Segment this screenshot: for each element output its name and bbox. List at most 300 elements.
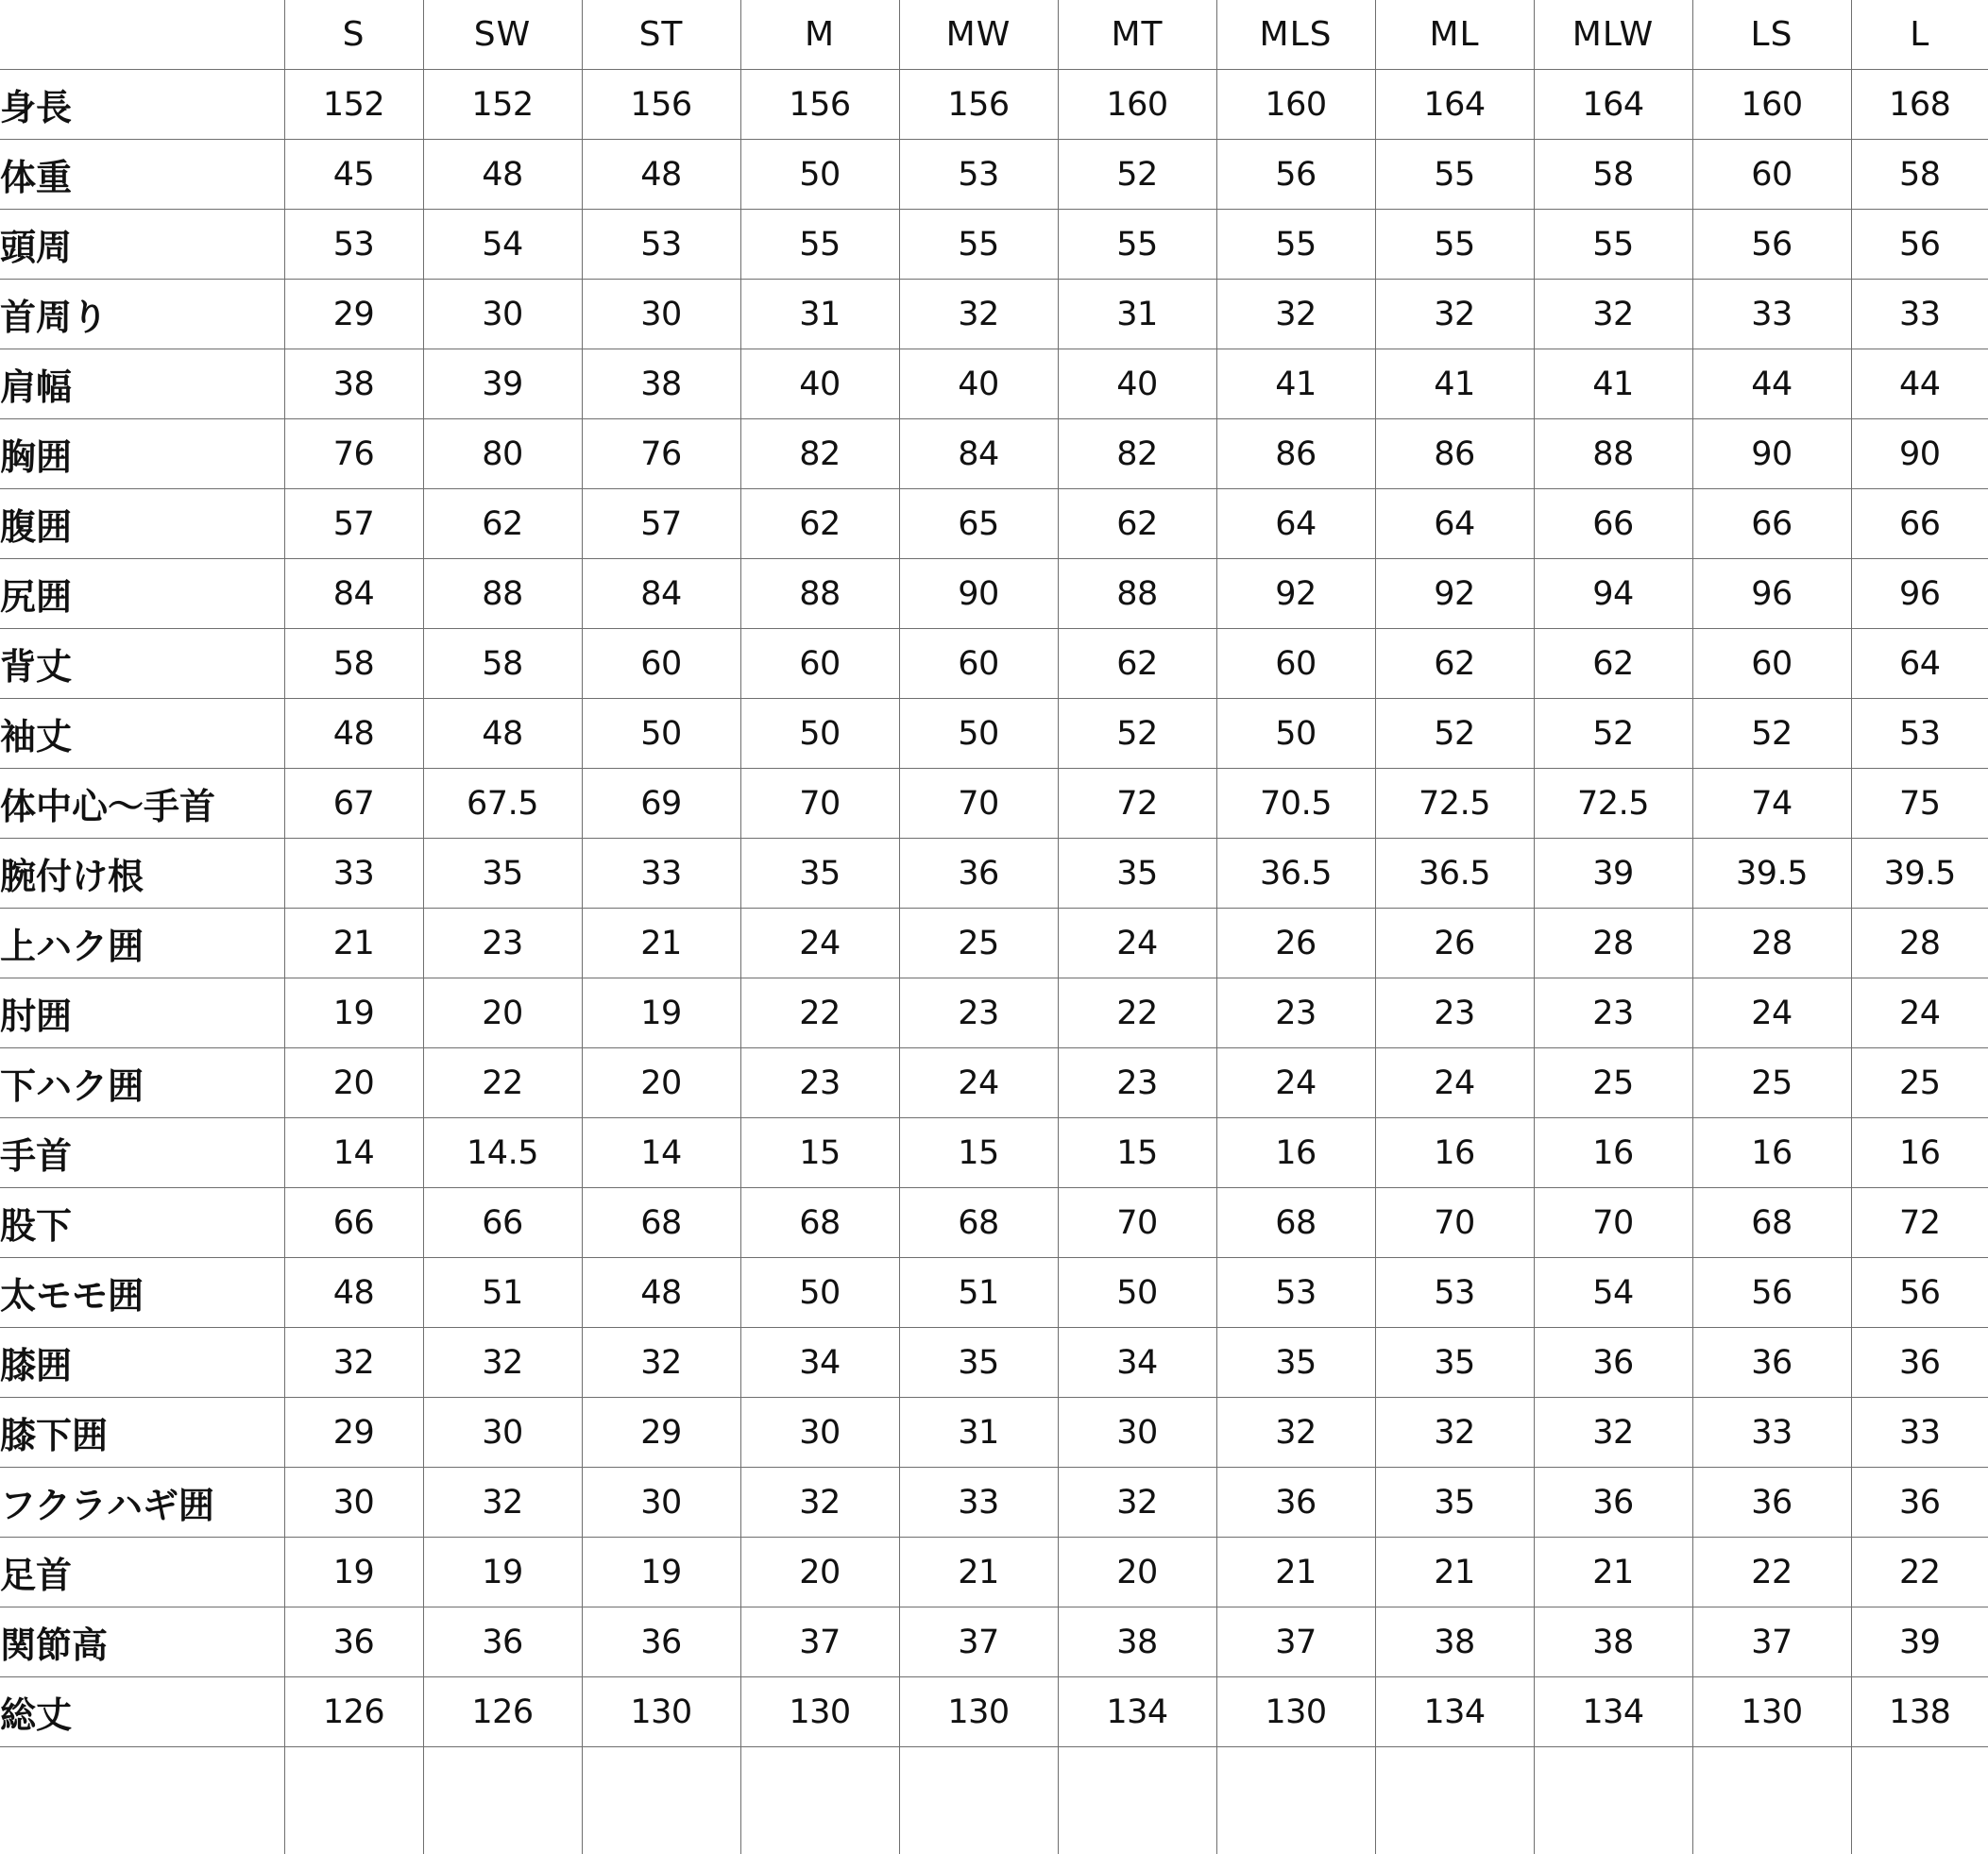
measurement-cell: 60 [582,629,740,699]
measurement-cell: 164 [1375,70,1534,140]
measurement-cell: 33 [582,839,740,909]
row-label: 足首 [0,1538,284,1607]
measurement-cell: 32 [582,1328,740,1398]
measurement-cell: 92 [1216,559,1375,629]
measurement-cell: 160 [1692,70,1851,140]
measurement-cell: 38 [582,349,740,419]
measurement-cell: 37 [740,1607,899,1677]
measurement-cell: 35 [1058,839,1216,909]
measurement-cell: 15 [1058,1118,1216,1188]
measurement-cell: 62 [1534,629,1692,699]
measurement-cell: 23 [1058,1048,1216,1118]
measurement-cell: 31 [899,1398,1058,1468]
measurement-cell: 52 [1058,699,1216,769]
measurement-cell: 156 [899,70,1058,140]
measurement-cell: 66 [423,1188,582,1258]
measurement-cell: 16 [1216,1118,1375,1188]
measurement-cell: 67 [284,769,423,839]
row-label: 関節高 [0,1607,284,1677]
measurement-cell: 50 [899,699,1058,769]
measurement-cell: 35 [1375,1468,1534,1538]
measurement-cell: 57 [582,489,740,559]
measurement-cell: 33 [1692,1398,1851,1468]
measurement-cell: 34 [740,1328,899,1398]
measurement-cell: 29 [284,280,423,349]
measurement-cell: 84 [284,559,423,629]
row-label: 背丈 [0,629,284,699]
measurement-cell: 88 [1058,559,1216,629]
measurement-cell: 32 [423,1468,582,1538]
measurement-cell: 48 [423,140,582,210]
measurement-cell: 126 [423,1677,582,1747]
measurement-cell: 74 [1692,769,1851,839]
measurement-cell: 21 [1216,1538,1375,1607]
measurement-cell: 96 [1692,559,1851,629]
spacer-cell [1058,1747,1216,1854]
measurement-cell: 55 [899,210,1058,280]
measurement-cell: 24 [740,909,899,978]
measurement-cell: 39 [1851,1607,1988,1677]
measurement-cell: 52 [1534,699,1692,769]
spacer-cell [423,1747,582,1854]
measurement-cell: 70 [740,769,899,839]
measurement-cell: 50 [740,140,899,210]
measurement-cell: 53 [1375,1258,1534,1328]
measurement-cell: 94 [1534,559,1692,629]
measurement-cell: 68 [1692,1188,1851,1258]
measurement-cell: 70 [1534,1188,1692,1258]
measurement-cell: 23 [1375,978,1534,1048]
table-row [0,489,1988,559]
measurement-cell: 22 [1851,1538,1988,1607]
measurement-cell: 60 [740,629,899,699]
measurement-cell: 56 [1692,210,1851,280]
row-label: 膝下囲 [0,1398,284,1468]
measurement-cell: 33 [1692,280,1851,349]
measurement-cell: 36 [1692,1468,1851,1538]
measurement-cell: 50 [1058,1258,1216,1328]
measurement-cell: 20 [740,1538,899,1607]
measurement-cell: 56 [1851,210,1988,280]
measurement-cell: 68 [740,1188,899,1258]
measurement-cell: 152 [284,70,423,140]
measurement-cell: 24 [1058,909,1216,978]
measurement-cell: 60 [1692,629,1851,699]
measurement-cell: 88 [423,559,582,629]
measurement-cell: 19 [582,978,740,1048]
measurement-cell: 38 [1058,1607,1216,1677]
measurement-cell: 30 [1058,1398,1216,1468]
measurement-cell: 60 [899,629,1058,699]
row-label: 袖丈 [0,699,284,769]
measurement-cell: 62 [423,489,582,559]
column-header: ST [582,0,740,70]
measurement-cell: 25 [1851,1048,1988,1118]
measurement-cell: 84 [582,559,740,629]
table-row [0,210,1988,280]
measurement-cell: 39 [423,349,582,419]
measurement-cell: 60 [1692,140,1851,210]
measurement-cell: 60 [1216,629,1375,699]
measurement-cell: 31 [1058,280,1216,349]
measurement-cell: 39.5 [1851,839,1988,909]
measurement-cell: 23 [899,978,1058,1048]
table-row [0,699,1988,769]
measurement-cell: 23 [1534,978,1692,1048]
measurement-cell: 33 [284,839,423,909]
measurement-cell: 25 [1692,1048,1851,1118]
measurement-cell: 24 [1851,978,1988,1048]
measurement-cell: 57 [284,489,423,559]
measurement-cell: 48 [582,140,740,210]
measurement-cell: 134 [1375,1677,1534,1747]
measurement-cell: 19 [284,978,423,1048]
row-label: 手首 [0,1118,284,1188]
column-header: MW [899,0,1058,70]
measurement-cell: 66 [1851,489,1988,559]
measurement-cell: 50 [1216,699,1375,769]
measurement-cell: 20 [582,1048,740,1118]
measurement-cell: 35 [1375,1328,1534,1398]
measurement-cell: 55 [1058,210,1216,280]
measurement-cell: 70 [1058,1188,1216,1258]
measurement-cell: 23 [423,909,582,978]
table-body [0,70,1988,1854]
measurement-cell: 64 [1851,629,1988,699]
measurement-cell: 168 [1851,70,1988,140]
measurement-cell: 14 [284,1118,423,1188]
measurement-cell: 24 [1216,1048,1375,1118]
corner-cell [0,0,284,70]
measurement-cell: 50 [740,699,899,769]
measurement-cell: 58 [1851,140,1988,210]
measurement-cell: 48 [582,1258,740,1328]
measurement-cell: 50 [740,1258,899,1328]
measurement-cell: 134 [1058,1677,1216,1747]
measurement-cell: 76 [582,419,740,489]
measurement-cell: 28 [1534,909,1692,978]
measurement-cell: 21 [582,909,740,978]
row-label: 上ハク囲 [0,909,284,978]
measurement-cell: 65 [899,489,1058,559]
measurement-cell: 16 [1375,1118,1534,1188]
measurement-cell: 36 [423,1607,582,1677]
measurement-cell: 53 [284,210,423,280]
spacer-cell [899,1747,1058,1854]
measurement-cell: 32 [740,1468,899,1538]
measurement-cell: 40 [1058,349,1216,419]
measurement-cell: 62 [740,489,899,559]
row-label: 胸囲 [0,419,284,489]
measurement-cell: 152 [423,70,582,140]
spacer-cell [0,1747,284,1854]
row-label: 頭周 [0,210,284,280]
table-tail-spacer [0,1747,1988,1854]
measurement-cell: 90 [1692,419,1851,489]
measurement-cell: 130 [1216,1677,1375,1747]
measurement-cell: 53 [1851,699,1988,769]
column-header: MT [1058,0,1216,70]
measurement-cell: 37 [899,1607,1058,1677]
measurement-cell: 35 [1216,1328,1375,1398]
measurement-cell: 68 [582,1188,740,1258]
measurement-cell: 90 [1851,419,1988,489]
measurement-cell: 32 [1216,280,1375,349]
measurement-cell: 25 [1534,1048,1692,1118]
measurement-cell: 92 [1375,559,1534,629]
measurement-cell: 26 [1216,909,1375,978]
measurement-cell: 36 [582,1607,740,1677]
measurement-cell: 72.5 [1375,769,1534,839]
table-row [0,1677,1988,1747]
table-row [0,839,1988,909]
measurement-cell: 20 [423,978,582,1048]
measurement-cell: 28 [1692,909,1851,978]
table-row [0,349,1988,419]
measurement-cell: 22 [1692,1538,1851,1607]
measurement-cell: 38 [1534,1607,1692,1677]
measurement-cell: 48 [284,1258,423,1328]
measurement-cell: 64 [1375,489,1534,559]
measurement-cell: 35 [423,839,582,909]
measurement-cell: 36.5 [1216,839,1375,909]
measurement-cell: 30 [582,280,740,349]
measurement-cell: 21 [1375,1538,1534,1607]
measurement-cell: 54 [423,210,582,280]
column-header: SW [423,0,582,70]
measurement-cell: 72.5 [1534,769,1692,839]
measurement-cell: 156 [740,70,899,140]
measurement-cell: 66 [1534,489,1692,559]
measurement-cell: 156 [582,70,740,140]
table-row [0,909,1988,978]
spacer-cell [284,1747,423,1854]
measurement-cell: 70 [899,769,1058,839]
measurement-cell: 32 [423,1328,582,1398]
measurement-cell: 66 [284,1188,423,1258]
measurement-cell: 130 [899,1677,1058,1747]
measurement-cell: 39 [1534,839,1692,909]
measurement-cell: 32 [1216,1398,1375,1468]
measurement-cell: 32 [899,280,1058,349]
measurement-cell: 45 [284,140,423,210]
measurement-cell: 66 [1692,489,1851,559]
measurement-cell: 54 [1534,1258,1692,1328]
measurement-cell: 40 [899,349,1058,419]
measurement-cell: 19 [423,1538,582,1607]
table-row [0,629,1988,699]
measurement-cell: 22 [740,978,899,1048]
measurement-cell: 32 [284,1328,423,1398]
row-label: 股下 [0,1188,284,1258]
measurement-cell: 51 [423,1258,582,1328]
measurement-cell: 29 [582,1398,740,1468]
measurement-cell: 36 [1851,1328,1988,1398]
measurement-cell: 19 [582,1538,740,1607]
measurement-cell: 62 [1058,629,1216,699]
measurement-cell: 56 [1851,1258,1988,1328]
measurement-cell: 44 [1692,349,1851,419]
row-label: 腹囲 [0,489,284,559]
table-row [0,978,1988,1048]
measurement-cell: 37 [1692,1607,1851,1677]
measurement-cell: 36.5 [1375,839,1534,909]
measurement-cell: 30 [423,280,582,349]
measurement-cell: 138 [1851,1677,1988,1747]
measurement-cell: 55 [1534,210,1692,280]
spacer-cell [740,1747,899,1854]
measurement-cell: 84 [899,419,1058,489]
measurement-cell: 58 [284,629,423,699]
measurement-cell: 70.5 [1216,769,1375,839]
row-label: 肘囲 [0,978,284,1048]
row-label: 腕付け根 [0,839,284,909]
measurement-cell: 52 [1375,699,1534,769]
measurement-cell: 21 [284,909,423,978]
row-label: フクラハギ囲 [0,1468,284,1538]
column-header: MLS [1216,0,1375,70]
row-label: 身長 [0,70,284,140]
measurement-cell: 36 [1534,1468,1692,1538]
measurement-cell: 62 [1375,629,1534,699]
spacer-cell [1851,1747,1988,1854]
measurement-cell: 55 [740,210,899,280]
measurement-cell: 53 [1216,1258,1375,1328]
measurement-cell: 15 [740,1118,899,1188]
measurement-cell: 52 [1692,699,1851,769]
table-row [0,1118,1988,1188]
measurement-cell: 14.5 [423,1118,582,1188]
measurement-cell: 56 [1216,140,1375,210]
row-label: 総丈 [0,1677,284,1747]
table-row [0,280,1988,349]
column-header: ML [1375,0,1534,70]
measurement-cell: 36 [284,1607,423,1677]
table-row [0,1328,1988,1398]
measurement-cell: 51 [899,1258,1058,1328]
measurement-cell: 15 [899,1118,1058,1188]
measurement-cell: 20 [284,1048,423,1118]
measurement-cell: 67.5 [423,769,582,839]
measurement-cell: 30 [423,1398,582,1468]
measurement-cell: 62 [1058,489,1216,559]
table-row [0,559,1988,629]
measurement-cell: 75 [1851,769,1988,839]
row-label: 肩幅 [0,349,284,419]
measurement-cell: 22 [423,1048,582,1118]
row-label: 体中心～手首 [0,769,284,839]
table-row [0,1607,1988,1677]
measurement-cell: 35 [899,1328,1058,1398]
measurement-cell: 56 [1692,1258,1851,1328]
row-label: 太モモ囲 [0,1258,284,1328]
measurement-cell: 160 [1216,70,1375,140]
measurement-cell: 53 [582,210,740,280]
measurement-cell: 32 [1375,1398,1534,1468]
table-row [0,1468,1988,1538]
measurement-cell: 44 [1851,349,1988,419]
measurement-cell: 38 [1375,1607,1534,1677]
measurement-cell: 68 [1216,1188,1375,1258]
column-header: MLW [1534,0,1692,70]
row-label: 体重 [0,140,284,210]
measurement-cell: 19 [284,1538,423,1607]
measurement-cell: 55 [1216,210,1375,280]
measurement-cell: 25 [899,909,1058,978]
measurement-cell: 33 [1851,280,1988,349]
table-row [0,1188,1988,1258]
measurement-cell: 82 [1058,419,1216,489]
measurement-cell: 32 [1058,1468,1216,1538]
spacer-cell [1216,1747,1375,1854]
measurement-cell: 24 [1692,978,1851,1048]
measurement-cell: 30 [284,1468,423,1538]
measurement-cell: 86 [1375,419,1534,489]
measurement-cell: 58 [423,629,582,699]
row-label: 首周り [0,280,284,349]
table-row [0,1538,1988,1607]
measurement-cell: 16 [1692,1118,1851,1188]
measurement-cell: 55 [1375,140,1534,210]
header-row [0,0,1988,70]
measurement-cell: 24 [899,1048,1058,1118]
row-label: 膝囲 [0,1328,284,1398]
table-row [0,70,1988,140]
measurement-cell: 130 [1692,1677,1851,1747]
row-label: 下ハク囲 [0,1048,284,1118]
measurement-cell: 40 [740,349,899,419]
table-row [0,1398,1988,1468]
measurement-cell: 28 [1851,909,1988,978]
measurement-cell: 86 [1216,419,1375,489]
measurement-cell: 29 [284,1398,423,1468]
column-header: S [284,0,423,70]
measurement-cell: 21 [899,1538,1058,1607]
table-row [0,419,1988,489]
measurement-cell: 32 [1375,280,1534,349]
measurement-cell: 31 [740,280,899,349]
measurement-cell: 30 [582,1468,740,1538]
measurement-cell: 53 [899,140,1058,210]
measurement-cell: 33 [899,1468,1058,1538]
measurement-cell: 36 [899,839,1058,909]
measurement-cell: 34 [1058,1328,1216,1398]
measurement-cell: 130 [740,1677,899,1747]
column-header: L [1851,0,1988,70]
measurement-cell: 32 [1534,280,1692,349]
measurement-cell: 160 [1058,70,1216,140]
measurement-cell: 38 [284,349,423,419]
measurement-cell: 36 [1692,1328,1851,1398]
measurement-cell: 24 [1375,1048,1534,1118]
measurement-cell: 23 [740,1048,899,1118]
spacer-cell [1534,1747,1692,1854]
measurement-cell: 55 [1375,210,1534,280]
measurement-cell: 70 [1375,1188,1534,1258]
measurement-cell: 164 [1534,70,1692,140]
measurement-cell: 39.5 [1692,839,1851,909]
measurement-cell: 16 [1851,1118,1988,1188]
measurement-cell: 80 [423,419,582,489]
measurement-cell: 26 [1375,909,1534,978]
measurement-cell: 37 [1216,1607,1375,1677]
measurement-cell: 88 [1534,419,1692,489]
column-header: LS [1692,0,1851,70]
table-row [0,1258,1988,1328]
measurement-cell: 35 [740,839,899,909]
table-row [0,1048,1988,1118]
measurement-cell: 72 [1851,1188,1988,1258]
